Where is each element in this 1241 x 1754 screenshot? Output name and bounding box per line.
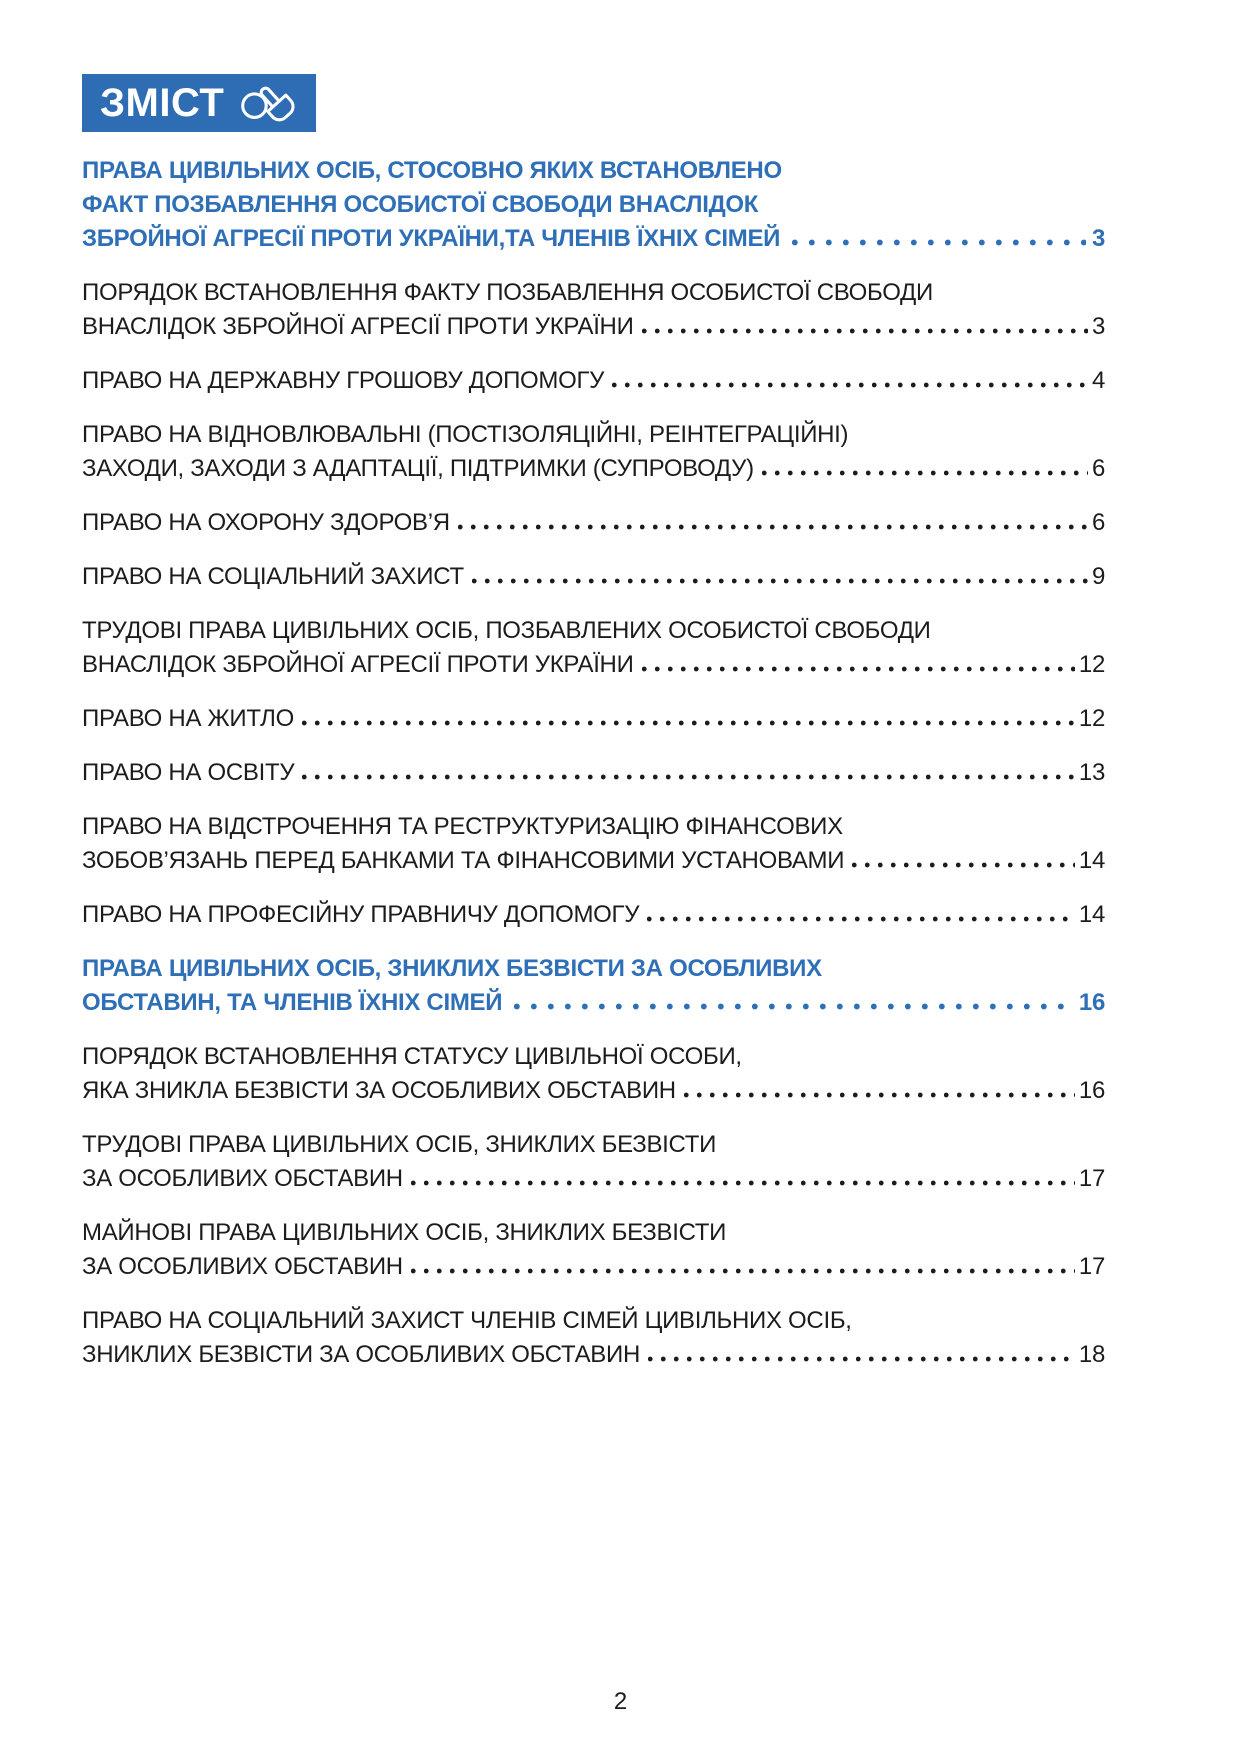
toc-page-number: 16 xyxy=(1078,1077,1105,1104)
toc-entry[interactable] xyxy=(82,702,1105,736)
dot-leader xyxy=(792,239,1086,246)
dot-leader xyxy=(642,666,1075,672)
toc-title: ЗМІСТ xyxy=(100,81,225,125)
toc-entry[interactable] xyxy=(82,1040,1105,1108)
toc-entry-line xyxy=(82,702,1105,736)
toc-entry-text: ПОРЯДОК ВСТАНОВЛЕННЯ ФАКТУ ПОЗБАВЛЕННЯ ОСОБИСТОЇ СВОБОДИ xyxy=(82,279,933,306)
toc-page-number: 3 xyxy=(1091,313,1105,340)
toc-page-number: 6 xyxy=(1091,455,1105,482)
dot-leader xyxy=(762,470,1088,476)
toc-entry-line xyxy=(82,614,1105,648)
toc-entry-text: ЗА ОСОБЛИВИХ ОБСТАВИН xyxy=(82,1165,403,1192)
toc-page-number: 9 xyxy=(1091,563,1105,590)
toc-entry-text: ОБСТАВИН, ТА ЧЛЕНІВ ЇХНІХ СІМЕЙ xyxy=(82,989,503,1016)
toc-entry[interactable] xyxy=(82,364,1105,398)
toc-entry-text: ПРАВО НА СОЦІАЛЬНИЙ ЗАХИСТ xyxy=(82,563,464,590)
dot-leader xyxy=(684,1092,1075,1098)
toc-entry[interactable] xyxy=(82,560,1105,594)
toc-page-number: 6 xyxy=(1091,509,1105,536)
toc-entry-text: ЗОБОВ’ЯЗАНЬ ПЕРЕД БАНКАМИ ТА ФІНАНСОВИМИ УСТАНОВАМИ xyxy=(82,847,845,874)
toc-entry-line xyxy=(82,188,1105,222)
toc-entry-text: ПРАВО НА СОЦІАЛЬНИЙ ЗАХИСТ ЧЛЕНІВ СІМЕЙ ЦИВІЛЬНИХ ОСІБ, xyxy=(82,1307,852,1334)
toc-entry-text: ПРАВО НА ОХОРОНУ ЗДОРОВ’Я xyxy=(82,509,450,536)
toc-entry-text: ЗАХОДИ, ЗАХОДИ З АДАПТАЦІЇ, ПІДТРИМКИ (СУПРОВОДУ) xyxy=(82,455,754,482)
toc-entry-text: ПРАВО НА ЖИТЛО xyxy=(82,705,294,732)
dot-leader xyxy=(642,328,1088,334)
toc-entry-line xyxy=(82,418,1105,452)
dot-leader xyxy=(648,1356,1075,1362)
toc-entry[interactable] xyxy=(82,1216,1105,1284)
toc-entry-line xyxy=(82,648,1105,682)
toc-entry-text: ПРАВО НА ВІДСТРОЧЕННЯ ТА РЕСТРУКТУРИЗАЦІЮ ФІНАНСОВИХ xyxy=(82,813,843,840)
toc-entry[interactable] xyxy=(82,276,1105,344)
toc-entry[interactable] xyxy=(82,506,1105,540)
dot-leader xyxy=(458,524,1088,530)
toc-entry-line xyxy=(82,1074,1105,1108)
toc-entry[interactable] xyxy=(82,614,1105,682)
toc-entry-line xyxy=(82,1304,1105,1338)
toc-entry-line xyxy=(82,844,1105,878)
toc-section-entry[interactable] xyxy=(82,154,1105,256)
toc-entry-line xyxy=(82,310,1105,344)
toc-entry-text: ЗА ОСОБЛИВИХ ОБСТАВИН xyxy=(82,1253,403,1280)
toc-entry[interactable] xyxy=(82,810,1105,878)
toc-entry-text: ПРАВА ЦИВІЛЬНИХ ОСІБ, СТОСОВНО ЯКИХ ВСТАНОВЛЕНО xyxy=(82,157,782,184)
toc-entry-line xyxy=(82,506,1105,540)
dot-leader xyxy=(302,774,1075,780)
toc-entry-text: ЗБРОЙНОЇ АГРЕСІЇ ПРОТИ УКРАЇНИ,ТА ЧЛЕНІВ ЇХНІХ СІМЕЙ xyxy=(82,225,781,252)
toc-page-number: 4 xyxy=(1091,367,1105,394)
dot-leader xyxy=(411,1180,1075,1186)
toc-entry-line xyxy=(82,222,1105,256)
toc-entry[interactable] xyxy=(82,756,1105,790)
toc-entry-text: ПРАВО НА ДЕРЖАВНУ ГРОШОВУ ДОПОМОГУ xyxy=(82,367,605,394)
toc-entry-line xyxy=(82,898,1105,932)
toc-entry-line xyxy=(82,1338,1105,1372)
toc-entry-line xyxy=(82,452,1105,486)
toc-entry-text: ЗНИКЛИХ БЕЗВІСТИ ЗА ОСОБЛИВИХ ОБСТАВИН xyxy=(82,1341,640,1368)
toc-banner xyxy=(82,74,316,132)
toc-page-number: 3 xyxy=(1091,225,1105,252)
toc-entry-text: ПРАВО НА ПРОФЕСІЙНУ ПРАВНИЧУ ДОПОМОГУ xyxy=(82,901,640,928)
toc-entry-line xyxy=(82,364,1105,398)
toc-page-number: 18 xyxy=(1078,1341,1105,1368)
toc-content xyxy=(82,74,1105,1392)
toc-entry-text: ФАКТ ПОЗБАВЛЕННЯ ОСОБИСТОЇ СВОБОДИ ВНАСЛІДОК xyxy=(82,191,759,218)
toc-entry-line xyxy=(82,276,1105,310)
toc-page-number: 17 xyxy=(1078,1165,1105,1192)
toc-entry[interactable] xyxy=(82,898,1105,932)
footer-page-number: 2 xyxy=(613,1688,628,1715)
toc-section-entry[interactable] xyxy=(82,952,1105,1020)
toc-entry-line xyxy=(82,154,1105,188)
toc-entry-text: ПРАВО НА ОСВІТУ xyxy=(82,759,295,786)
toc-entry-line xyxy=(82,560,1105,594)
dot-leader xyxy=(302,720,1075,726)
toc-page-number: 12 xyxy=(1078,651,1105,678)
toc-page-number: 17 xyxy=(1078,1253,1105,1280)
toc-entry-line xyxy=(82,1250,1105,1284)
toc-entry[interactable] xyxy=(82,1304,1105,1372)
toc-entry-text: ПРАВА ЦИВІЛЬНИХ ОСІБ, ЗНИКЛИХ БЕЗВІСТИ ЗА ОСОБЛИВИХ xyxy=(82,955,822,982)
toc-entry-text: ВНАСЛІДОК ЗБРОЙНОЇ АГРЕСІЇ ПРОТИ УКРАЇНИ xyxy=(82,651,634,678)
toc-entry-text: ВНАСЛІДОК ЗБРОЙНОЇ АГРЕСІЇ ПРОТИ УКРАЇНИ xyxy=(82,313,634,340)
toc-page-number: 16 xyxy=(1078,989,1105,1016)
toc-entry-line xyxy=(82,1128,1105,1162)
dot-leader xyxy=(647,916,1075,922)
toc-entry-line xyxy=(82,986,1105,1020)
toc-page-number: 13 xyxy=(1078,759,1105,786)
toc-entry-text: ПОРЯДОК ВСТАНОВЛЕННЯ СТАТУСУ ЦИВІЛЬНОЇ ОСОБИ, xyxy=(82,1043,742,1070)
toc-entry[interactable] xyxy=(82,418,1105,486)
toc-entry-line xyxy=(82,1216,1105,1250)
toc-entry-line xyxy=(82,810,1105,844)
toc-entry-line xyxy=(82,1162,1105,1196)
dot-leader xyxy=(411,1268,1075,1274)
toc-entry-line xyxy=(82,1040,1105,1074)
dot-leader xyxy=(472,578,1088,584)
toc-page-number: 14 xyxy=(1078,901,1105,928)
dot-leader xyxy=(852,862,1075,868)
dot-leader xyxy=(612,382,1088,388)
tap-click-icon xyxy=(240,82,296,124)
toc-entry-text: ТРУДОВІ ПРАВА ЦИВІЛЬНИХ ОСІБ, ПОЗБАВЛЕНИХ ОСОБИСТОЇ СВОБОДИ xyxy=(82,617,931,644)
toc-entry-line xyxy=(82,952,1105,986)
toc-page-number: 12 xyxy=(1078,705,1105,732)
toc-entry-line xyxy=(82,756,1105,790)
toc-entry-text: МАЙНОВІ ПРАВА ЦИВІЛЬНИХ ОСІБ, ЗНИКЛИХ БЕЗВІСТИ xyxy=(82,1219,727,1246)
table-of-contents xyxy=(82,154,1105,1372)
toc-entry-text: ПРАВО НА ВІДНОВЛЮВАЛЬНІ (ПОСТІЗОЛЯЦІЙНІ, РЕІНТЕГРАЦІЙНІ) xyxy=(82,421,849,448)
toc-entry-text: ЯКА ЗНИКЛА БЕЗВІСТИ ЗА ОСОБЛИВИХ ОБСТАВИН xyxy=(82,1077,676,1104)
toc-entry-text: ТРУДОВІ ПРАВА ЦИВІЛЬНИХ ОСІБ, ЗНИКЛИХ БЕЗВІСТИ xyxy=(82,1131,717,1158)
dot-leader xyxy=(514,1003,1073,1010)
toc-page-number: 14 xyxy=(1078,847,1105,874)
toc-entry[interactable] xyxy=(82,1128,1105,1196)
